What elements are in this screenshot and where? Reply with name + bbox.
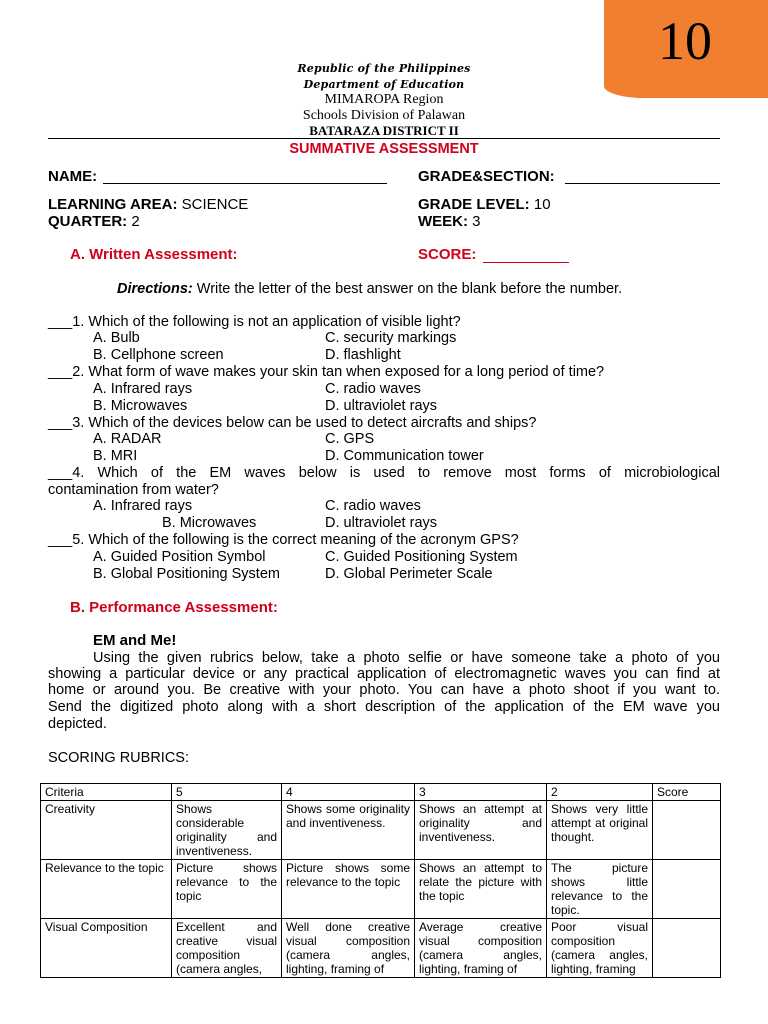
rubric-cell-5: Picture shows relevance to the topic <box>172 860 282 919</box>
question-3-option-d: D. Communication tower <box>325 448 484 464</box>
rubric-cell-2: Poor visual composition (camera angles, lighting, framing <box>547 919 653 978</box>
week-label: WEEK: <box>418 213 468 230</box>
rubric-score-cell[interactable] <box>653 919 721 978</box>
rubric-header-criteria: Criteria <box>41 784 172 801</box>
rubric-cell-5: Excellent and creative visual composition (camera angles, <box>172 919 282 978</box>
header-division: Schools Division of Palawan <box>302 108 466 123</box>
rubric-cell-2: Shows very little attempt at original thought. <box>547 801 653 860</box>
rubric-header-score: Score <box>653 784 721 801</box>
rubric-header-row <box>41 784 721 801</box>
directions <box>117 281 622 297</box>
question-3-option-b: B. MRI <box>93 448 138 464</box>
performance-para-line1: Using the given rubrics below, take a photo selfie or have someone take a photo of you <box>93 650 720 666</box>
question-4-option-a: A. Infrared rays <box>93 498 193 514</box>
rubric-row-creativity <box>41 801 721 860</box>
question-1-stem: ___1. Which of the following is not an application of visible light? <box>48 314 461 330</box>
rubric-score-cell[interactable] <box>653 801 721 860</box>
question-1-option-c: C. security markings <box>325 330 457 346</box>
grade-level <box>418 196 551 213</box>
grade-section-label: GRADE&SECTION: <box>418 168 555 185</box>
question-5-option-b: B. Global Positioning System <box>93 566 280 582</box>
learning-area <box>48 196 248 213</box>
rubric-cell-4: Shows some originality and inventiveness. <box>282 801 415 860</box>
question-3-option-c: C. GPS <box>325 431 375 447</box>
rubric-table <box>40 783 721 978</box>
question-1-option-a: A. Bulb <box>93 330 140 346</box>
question-1-option-b: B. Cellphone screen <box>93 347 224 363</box>
header-district: BATARAZA DISTRICT II <box>309 123 459 138</box>
question-5-stem: ___5. Which of the following is the correct meaning of the acronym GPS? <box>48 532 519 548</box>
rubric-criteria: Relevance to the topic <box>41 860 172 919</box>
question-2-option-c: C. radio waves <box>325 381 421 397</box>
rubric-header-3: 3 <box>415 784 547 801</box>
question-2-option-a: A. Infrared rays <box>93 381 193 397</box>
rubric-criteria: Creativity <box>41 801 172 860</box>
learning-area-label: LEARNING AREA: <box>48 196 178 213</box>
quarter-value: 2 <box>131 213 140 230</box>
rubric-cell-4: Well done creative visual composition (camera angles, lighting, framing of <box>282 919 415 978</box>
quarter <box>48 213 140 230</box>
question-2-option-b: B. Microwaves <box>93 398 188 414</box>
name-label: NAME: <box>48 168 98 185</box>
question-5-option-c: C. Guided Positioning System <box>325 549 518 565</box>
quarter-label: QUARTER: <box>48 213 128 230</box>
rubric-score-cell[interactable] <box>653 860 721 919</box>
page-title: SUMMATIVE ASSESSMENT <box>289 141 479 157</box>
scoring-rubrics-label: SCORING RUBRICS: <box>48 750 189 766</box>
grade-level-label: GRADE LEVEL: <box>418 196 530 213</box>
section-a-heading: A. Written Assessment: <box>70 246 238 263</box>
question-1-option-d: D. flashlight <box>325 347 401 363</box>
question-4-option-d: D. ultraviolet rays <box>325 515 438 531</box>
grade-tab-number: 10 <box>658 11 712 71</box>
rubric-criteria: Visual Composition <box>41 919 172 978</box>
question-4-stem-line1: ___4. Which of the EM waves below is used to remove most forms of microbiological <box>48 465 720 481</box>
grade-section-blank[interactable] <box>565 183 720 184</box>
question-4-option-c: C. radio waves <box>325 498 421 514</box>
rubric-row-visual-composition <box>41 919 721 978</box>
em-and-me-heading: EM and Me! <box>93 632 177 649</box>
question-3-option-a: A. RADAR <box>93 431 162 447</box>
question-3-stem: ___3. Which of the devices below can be used to detect aircrafts and ships? <box>48 415 537 431</box>
name-blank[interactable] <box>103 183 387 184</box>
week <box>418 213 481 230</box>
rubric-header-4: 4 <box>282 784 415 801</box>
header-republic: Republic of the Philippines <box>297 62 471 75</box>
rubric-header-5: 5 <box>172 784 282 801</box>
rubric-header-2: 2 <box>547 784 653 801</box>
performance-para-line2: showing a particular device or any practical application of electromagnetic waves you can find at <box>48 666 720 682</box>
directions-label: Directions: <box>117 281 193 297</box>
question-5-option-a: A. Guided Position Symbol <box>93 549 266 565</box>
directions-text: Write the letter of the best answer on the blank before the number. <box>192 281 623 297</box>
performance-para-line3: home or around you. Be creative with your photo. You can have a photo shoot if you want to. <box>48 682 720 698</box>
question-4-stem-line2: contamination from water? <box>48 482 219 498</box>
question-5-option-d: D. Global Perimeter Scale <box>325 566 493 582</box>
rubric-cell-3: Shows an attempt to relate the picture with the topic <box>415 860 547 919</box>
question-2-stem: ___2. What form of wave makes your skin tan when exposed for a long period of time? <box>48 364 605 380</box>
rubric-cell-2: The picture shows little relevance to the topic. <box>547 860 653 919</box>
score-blank[interactable] <box>483 262 569 263</box>
header-department: Department of Education <box>303 78 465 91</box>
section-b-heading: B. Performance Assessment: <box>70 599 278 616</box>
header-rule <box>48 138 720 139</box>
learning-area-value: SCIENCE <box>181 196 249 213</box>
performance-para-line5: depicted. <box>48 716 107 732</box>
question-4-option-b: B. Microwaves <box>162 515 257 531</box>
question-2-option-d: D. ultraviolet rays <box>325 398 438 414</box>
rubric-cell-3: Shows an attempt at originality and inventiveness. <box>415 801 547 860</box>
rubric-row-relevance <box>41 860 721 919</box>
performance-para-line4: Send the digitized photo along with a short description of the application of the EM wave you <box>48 699 720 715</box>
rubric-cell-3: Average creative visual composition (camera angles, lighting, framing of <box>415 919 547 978</box>
rubric-cell-4: Picture shows some relevance to the topic <box>282 860 415 919</box>
grade-level-value: 10 <box>533 196 551 213</box>
header-region: MIMAROPA Region <box>324 92 444 107</box>
rubric-cell-5: Shows considerable originality and inventiveness. <box>172 801 282 860</box>
week-value: 3 <box>472 213 481 230</box>
score-label: SCORE: <box>418 246 477 263</box>
